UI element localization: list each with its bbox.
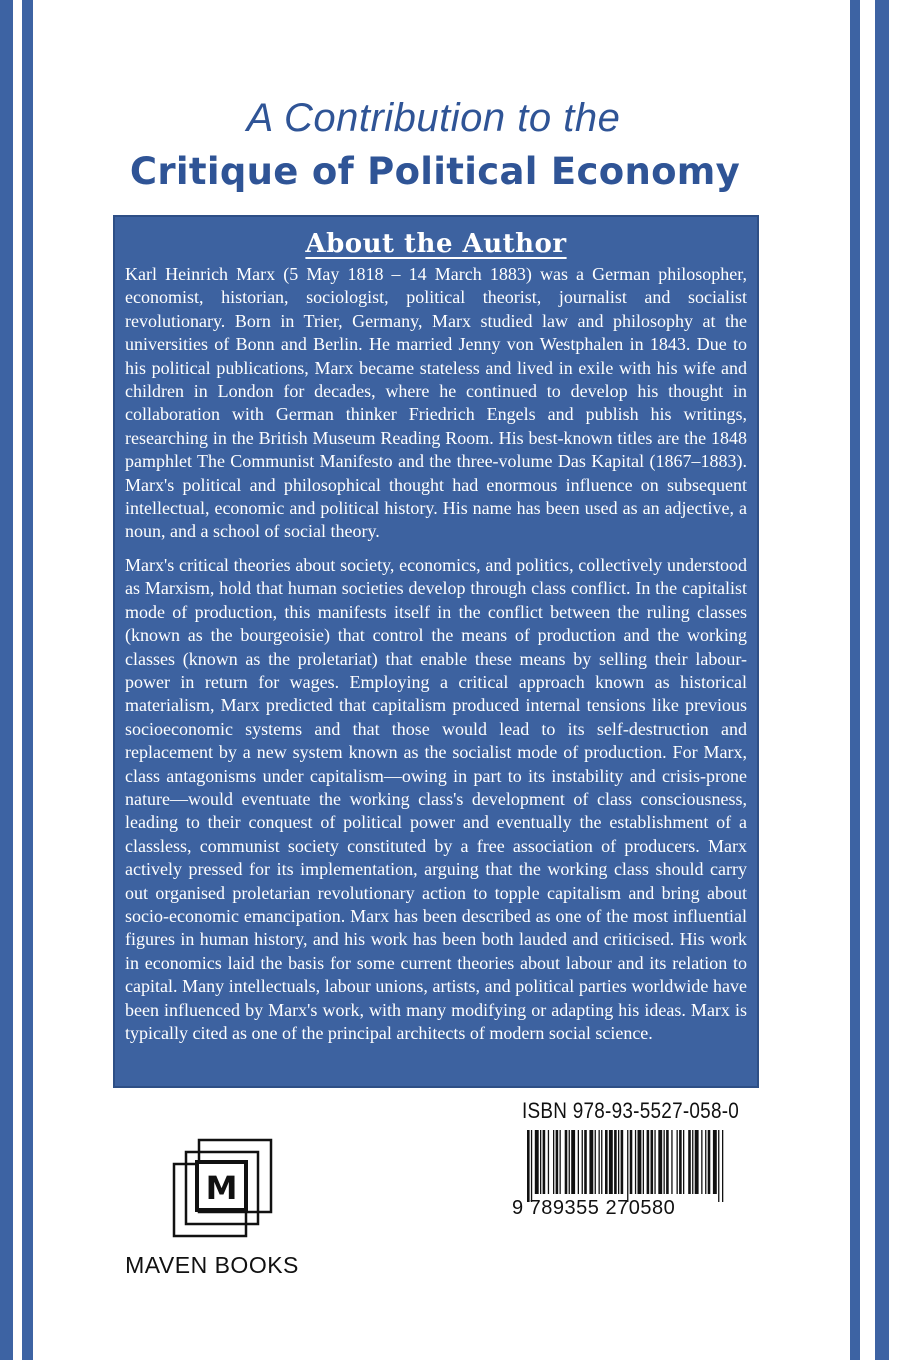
- barcode-bar: [638, 1130, 642, 1194]
- barcode-bar: [688, 1130, 691, 1194]
- barcode-bar: [582, 1130, 583, 1194]
- barcode-digits: 9 789355 270580: [512, 1197, 676, 1219]
- barcode-bar: [548, 1130, 549, 1194]
- barcode-bar: [560, 1130, 561, 1194]
- about-paragraph-1: Karl Heinrich Marx (5 May 1818 – 14 March 1883) was a German philosopher, economist, historian, sociologist, political theorist, journalist and socialist revolutionary. Born in Trier, Germany, Marx studied law and philosophy at the universities of Bonn and Berlin. He married Jenny von Westphalen in 1843. Due to his political publications, Marx became stateless and lived in exile with his wife and children in London for decades, where he continued to develop his thought in collaboration with German thinker Friedrich Engels and publish his writings, researching in the British Museum Reading Room. His best-known titles are the 1848 pamphlet The Communist Manifesto and the three-volume Das Kapital (1867–1883). Marx's political and philosophical thought had enormous influence on subsequent intellectual, economic and political history. His name has been used as an adjective, a noun, and a school of social theory.: [125, 264, 747, 542]
- barcode-bar: [677, 1130, 678, 1194]
- barcode-bar: [595, 1130, 596, 1194]
- barcode-bar: [584, 1130, 587, 1194]
- right-border-stripe-outer: [875, 0, 889, 1360]
- barcode-bar: [599, 1130, 600, 1194]
- barcode-bar: [722, 1130, 723, 1202]
- barcode-bar: [565, 1130, 568, 1194]
- barcode-bar: [708, 1130, 711, 1194]
- isbn-label: ISBN 978-93-5527-058-0: [522, 1098, 740, 1123]
- barcode-icon: [527, 1130, 727, 1202]
- logo-letter: M: [205, 1169, 238, 1207]
- barcode-bar: [540, 1130, 541, 1194]
- barcode-bar: [635, 1130, 636, 1194]
- barcode-bar: [679, 1130, 682, 1194]
- barcode-bar: [556, 1130, 559, 1194]
- about-author-heading: About the Author: [305, 229, 567, 259]
- left-border-stripe-inner: [22, 0, 33, 1360]
- barcode-bar: [614, 1130, 617, 1194]
- barcode-bar: [647, 1130, 650, 1194]
- barcode-bar: [701, 1130, 702, 1194]
- barcode-bar: [531, 1130, 532, 1202]
- barcode-bar: [683, 1130, 684, 1194]
- barcode-bar: [578, 1130, 579, 1194]
- barcode-bar: [713, 1130, 717, 1194]
- barcode-bar: [630, 1130, 633, 1194]
- barcode-bar: [609, 1130, 613, 1194]
- barcode-bar: [695, 1130, 699, 1194]
- barcode-bar: [535, 1130, 539, 1194]
- barcode-bar: [643, 1130, 644, 1194]
- barcode-bar: [654, 1130, 655, 1194]
- barcode-bar: [605, 1130, 608, 1194]
- barcode-bar: [666, 1130, 669, 1194]
- barcode-bar: [718, 1130, 719, 1202]
- barcode-bar: [664, 1130, 665, 1194]
- about-author-box: [113, 215, 759, 1088]
- barcode-bar: [569, 1130, 570, 1194]
- barcode-bar: [671, 1130, 672, 1194]
- barcode-bar: [692, 1130, 693, 1194]
- barcode-bar: [527, 1130, 530, 1202]
- barcode-bar: [627, 1130, 628, 1202]
- barcode-bar: [705, 1130, 706, 1194]
- barcode-bar: [618, 1130, 619, 1194]
- publisher-name: MAVEN BOOKS: [125, 1252, 299, 1278]
- barcode-bar: [601, 1130, 602, 1194]
- barcode-bar: [543, 1130, 546, 1194]
- barcode-bar: [589, 1130, 593, 1194]
- barcode-bar: [658, 1130, 662, 1194]
- barcode-bar: [621, 1130, 624, 1194]
- left-border-stripe-outer: [0, 0, 13, 1360]
- book-title-line2: Critique of Political Economy: [129, 150, 741, 193]
- barcode-bar: [553, 1130, 554, 1194]
- maven-books-logo-icon: [172, 1138, 276, 1238]
- barcode-bar: [651, 1130, 654, 1194]
- book-title-line1: A Contribution to the: [246, 96, 621, 140]
- right-border-stripe-inner: [850, 0, 860, 1360]
- barcode-bar: [571, 1130, 575, 1194]
- about-paragraph-2: Marx's critical theories about society, economics, and politics, collectively understood as Marxism, hold that human societies develop through class conflict. In the capitalist mode of production, this manifests itself in the conflict between the ruling classes (known as the bourgeoisie) that control the means of production and the working classes (known as the proletariat) that enable these means by selling their labour-power in return for wages. Employing a critical approach known as historical materialism, Marx predicted that capitalism produced internal tensions like previous socioeconomic systems and that those would lead to its self-destruction and replacement by a new system known as the socialist mode of production. For Marx, class antagonisms under capitalism—owing in part to its instability and crisis-prone nature—would eventuate the working class's development of class consciousness, leading to their conquest of political power and eventually the establishment of a classless, communist society constituted by a free association of producers. Marx actively pressed for its implementation, arguing that the working class should carry out organised proletarian revolutionary action to topple capitalism and bring about socio-economic emancipation. Marx has been described as one of the most influential figures in human history, and his work has been both lauded and criticised. His work in economics laid the basis for some current theories about labour and its relation to capital. Many intellectuals, labour unions, artists, and political parties worldwide have been influenced by Marx's work, with many modifying or adapting his ideas. Marx is typically cited as one of the principal architects of modern social science.: [125, 554, 747, 1043]
